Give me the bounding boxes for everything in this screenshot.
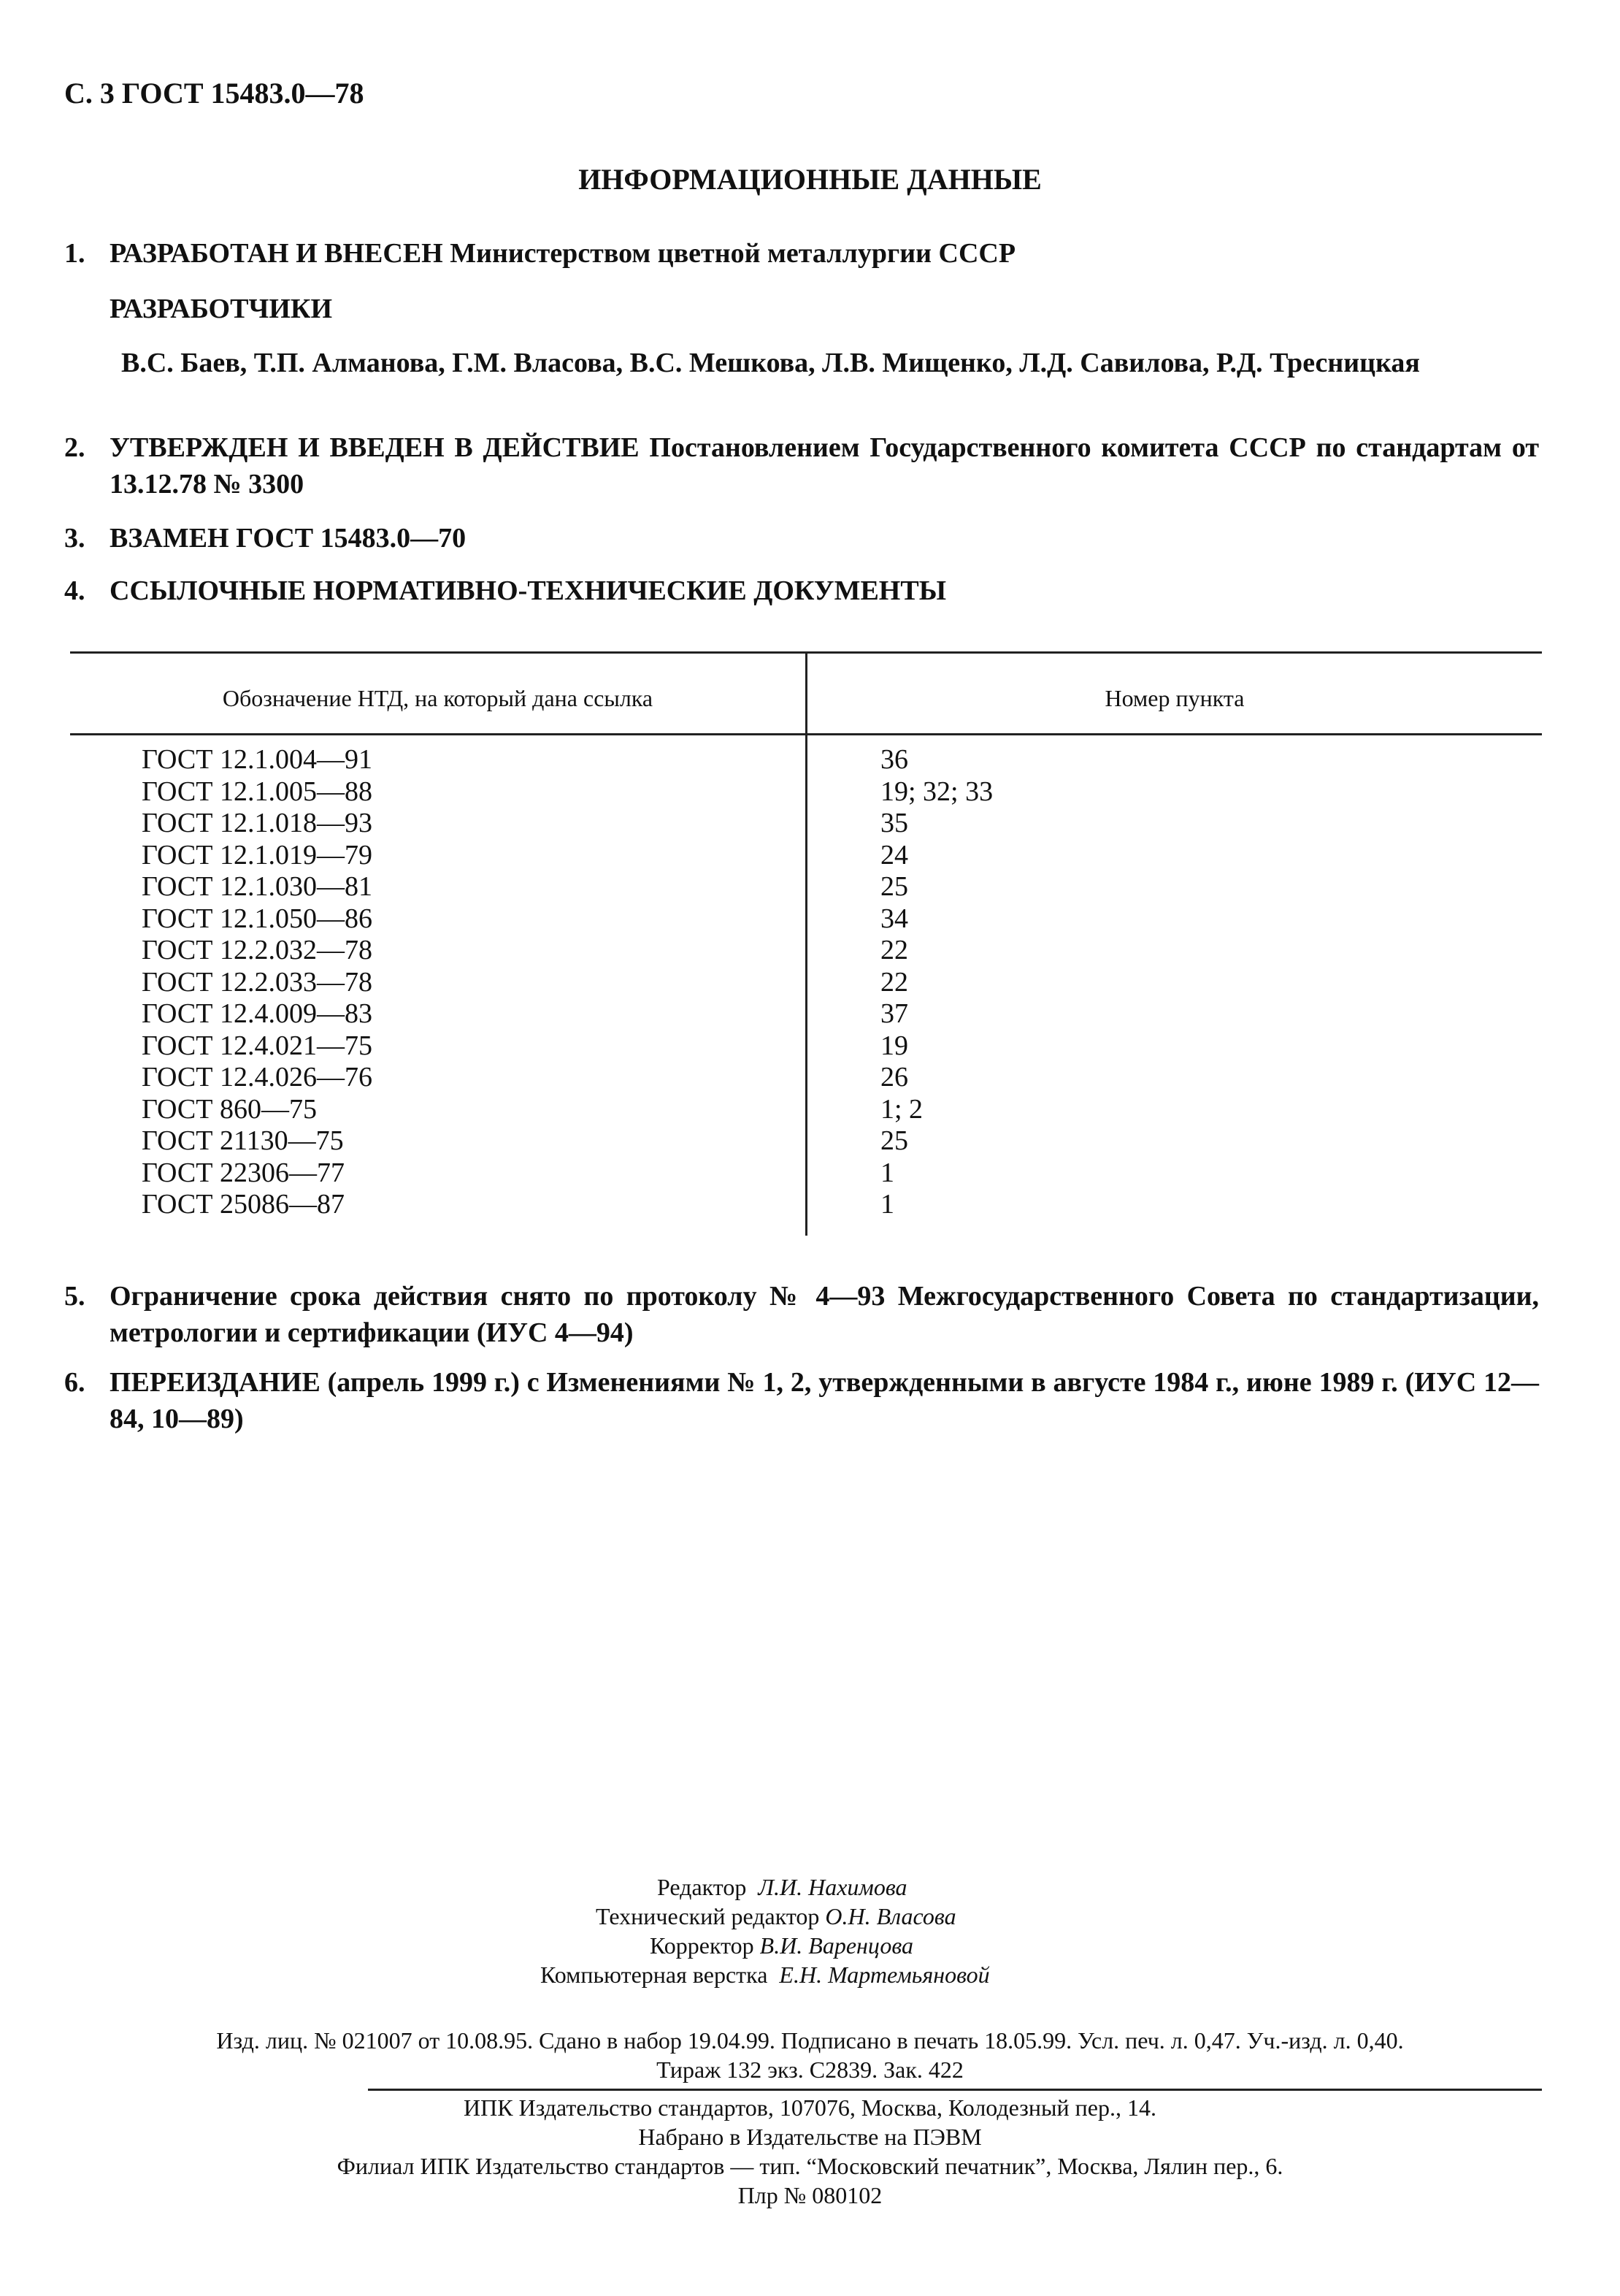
imprint-line-5: Филиал ИПК Издательство стандартов — тип. “Московский печатник”, Москва, Лялин пер., 6. [337, 2153, 1283, 2179]
imprint-line-2: Тираж 132 экз. С2839. Зак. 422 [656, 2056, 964, 2083]
table-cell-designation: ГОСТ 860—75 [142, 1094, 317, 1125]
table-cell-designation: ГОСТ 12.4.026—76 [142, 1062, 372, 1092]
item-bold-text: ВЗАМЕН ГОСТ 15483.0—70 [110, 523, 467, 554]
table-cell-designation: ГОСТ 12.1.018—93 [142, 808, 372, 838]
imprint-line-1: Изд. лиц. № 021007 от 10.08.95. Сдано в набор 19.04.99. Подписано в печать 18.05.99. Усл. печ. л. 0,47. Уч.-изд. л. 0,40. [216, 2027, 1404, 2054]
item-number: 2. [64, 432, 85, 463]
table-cell-designation: ГОСТ 25086—87 [142, 1189, 345, 1220]
table-cell-clause: 26 [880, 1062, 908, 1092]
table-cell-designation: ГОСТ 12.1.050—86 [142, 903, 372, 934]
table-cell-clause: 19 [880, 1030, 908, 1061]
table-cell-clause: 22 [880, 935, 908, 965]
table-column-divider [805, 651, 807, 1236]
page-header: С. 3 ГОСТ 15483.0—78 [64, 77, 364, 110]
credit-layout: Компьютерная верстка Е.Н. Мартемьяновой [540, 1962, 990, 1988]
item-text: Министерством цветной металлургии СССР [442, 238, 1016, 269]
item-bold-text: ССЫЛОЧНЫЕ НОРМАТИВНО-ТЕХНИЧЕСКИЕ ДОКУМЕНТЫ [110, 575, 947, 606]
item-5 [64, 1278, 1539, 1351]
table-cell-clause: 35 [880, 808, 908, 838]
developers-list: В.С. Баев, Т.П. Алманова, Г.М. Власова, В.С. Мешкова, Л.В. Мищенко, Л.Д. Савилова, Р.Д. Тресницкая [121, 348, 1420, 378]
table-cell-designation: ГОСТ 12.2.032—78 [142, 935, 372, 965]
item-bold-text: УТВЕРЖДЕН И ВВЕДЕН В ДЕЙСТВИЕ [110, 432, 640, 463]
imprint-line-6: Плр № 080102 [737, 2182, 883, 2208]
table-cell-clause: 1; 2 [880, 1094, 924, 1125]
item-2 [64, 429, 1539, 502]
item-number: 5. [64, 1281, 85, 1312]
table-header-clause: Номер пункта [1105, 685, 1245, 711]
item-1 [64, 235, 1539, 272]
table-cell-designation: ГОСТ 12.1.005—88 [142, 776, 372, 807]
credit-proofreader: Корректор В.И. Варенцова [650, 1932, 913, 1959]
developers-label: РАЗРАБОТЧИКИ [110, 294, 333, 324]
item-6 [64, 1364, 1539, 1437]
table-cell-designation: ГОСТ 12.4.021—75 [142, 1030, 372, 1061]
table-cell-clause: 25 [880, 1125, 908, 1156]
table-cell-designation: ГОСТ 22306—77 [142, 1157, 345, 1188]
table-cell-designation: ГОСТ 12.4.009—83 [142, 998, 372, 1029]
item-3 [64, 520, 1539, 556]
table-cell-designation: ГОСТ 12.1.004—91 [142, 744, 372, 775]
item-text: Постановлением Государственного комитета СССР по стандартам от 13.12.78 № 3300 [110, 432, 1539, 500]
item-bold-text: Ограничение срока действия снято по протоколу № 4—93 Межгосударственного Совета по стандартизации, метрологии и сертификации (ИУС 4—94) [110, 1281, 1539, 1348]
credit-tech-editor: Технический редактор О.Н. Власова [596, 1903, 956, 1929]
item-bold-text: РАЗРАБОТАН И ВНЕСЕН [110, 238, 443, 269]
item-number: 6. [64, 1367, 85, 1398]
table-cell-designation: ГОСТ 12.2.033—78 [142, 967, 372, 998]
table-header-designation: Обозначение НТД, на который дана ссылка [222, 685, 653, 711]
table-cell-clause: 1 [880, 1189, 894, 1220]
item-number: 3. [64, 523, 85, 554]
imprint-line-4: Набрано в Издательстве на ПЭВМ [638, 2124, 982, 2150]
item-4 [64, 573, 1539, 609]
table-cell-designation: ГОСТ 21130—75 [142, 1125, 344, 1156]
table-cell-clause: 34 [880, 903, 908, 934]
item-number: 4. [64, 575, 85, 606]
imprint-line-3: ИПК Издательство стандартов, 107076, Москва, Колодезный пер., 14. [464, 2094, 1156, 2121]
table-cell-clause: 24 [880, 840, 908, 870]
table-cell-clause: 36 [880, 744, 908, 775]
credit-editor: Редактор Л.И. Нахимова [657, 1874, 907, 1900]
table-cell-clause: 1 [880, 1157, 894, 1188]
page-title: ИНФОРМАЦИОННЫЕ ДАННЫЕ [578, 163, 1042, 196]
table-cell-clause: 19; 32; 33 [880, 776, 994, 807]
table-cell-designation: ГОСТ 12.1.019—79 [142, 840, 372, 870]
item-number: 1. [64, 238, 85, 269]
item-bold-text: ПЕРЕИЗДАНИЕ [110, 1367, 320, 1398]
table-cell-designation: ГОСТ 12.1.030—81 [142, 871, 372, 902]
table-cell-clause: 25 [880, 871, 908, 902]
table-cell-clause: 22 [880, 967, 908, 998]
imprint-rule [368, 2089, 1542, 2091]
item-text: (апрель 1999 г.) с Изменениями № 1, 2, утвержденными в августе 1984 г., июне 1989 г. (ИУС 12—84, 10—89) [110, 1367, 1539, 1434]
table-cell-clause: 37 [880, 998, 908, 1029]
